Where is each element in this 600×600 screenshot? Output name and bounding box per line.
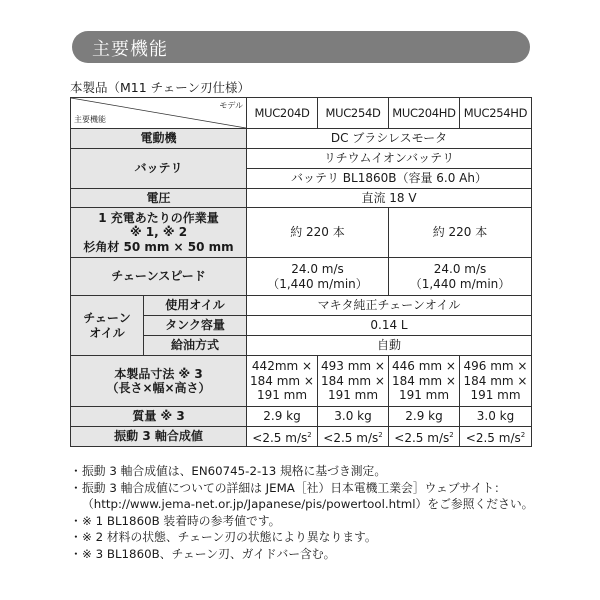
- table-row: [71, 208, 532, 258]
- work-label-line: 1 充電あたりの作業量: [98, 210, 219, 225]
- header-corner-cell: [71, 98, 247, 129]
- work-value: 約 220 本: [389, 208, 532, 258]
- oil-feed-label: 給油方式: [144, 336, 247, 356]
- dimension-length: 496 mm ×: [463, 359, 528, 374]
- corner-model-label: モデル: [219, 101, 243, 110]
- table-row: [71, 258, 532, 296]
- chain-oil-line: オイル: [89, 325, 125, 340]
- dimensions-label-line: （長さ×幅×高さ）: [106, 381, 211, 395]
- dimensions-value: [247, 356, 318, 407]
- vibration-base: <2.5 m/s: [465, 430, 521, 445]
- note-bullet: ・: [70, 546, 82, 561]
- vibration-base: <2.5 m/s: [323, 430, 379, 445]
- dimension-width: 184 mm ×: [321, 373, 385, 388]
- note-bullet: ・: [70, 513, 82, 528]
- vibration-base: <2.5 m/s: [394, 430, 450, 445]
- work-label-line: 杉角材 50 mm × 50 mm: [83, 239, 234, 254]
- note-text: ※ 3 BL1860B、チェーン刃、ガイドバー含む。: [82, 546, 336, 561]
- dimensions-value: [460, 356, 532, 407]
- corner-function-label: 主要機能: [74, 114, 106, 124]
- work-label-line: ※ 1, ※ 2: [129, 225, 188, 240]
- note-text: ※ 2 材料の状態、チェーン刃の状態により異なります。: [82, 530, 377, 544]
- dimension-length: 493 mm ×: [321, 359, 385, 374]
- spec-table: [70, 97, 532, 447]
- motor-value: DC ブラシレスモータ: [247, 129, 532, 149]
- notes-list: [70, 463, 540, 562]
- table-header-row: [71, 98, 532, 129]
- voltage-value: 直流 18 V: [247, 189, 532, 208]
- mass-value: 3.0 kg: [460, 407, 532, 427]
- note-item: [70, 480, 540, 513]
- chain-speed-label: チェーンスピード: [71, 258, 247, 296]
- note-item: [70, 513, 540, 530]
- chain-speed-value: [389, 258, 532, 296]
- note-text: 振動 3 軸合成値は、EN60745-2-13 規格に基づき測定。: [82, 464, 387, 478]
- model-header: MUC254D: [318, 98, 389, 129]
- motor-label: 電動機: [71, 129, 247, 149]
- dimension-width: 184 mm ×: [250, 373, 314, 388]
- battery-value-model: バッテリ BL1860B（容量 6.0 Ah）: [247, 169, 532, 189]
- dimension-width: 184 mm ×: [392, 373, 456, 388]
- voltage-label: 電圧: [71, 189, 247, 208]
- chain-speed-mmin: （1,440 m/min）: [409, 276, 511, 291]
- dimension-length: 446 mm ×: [392, 359, 456, 374]
- vibration-base: <2.5 m/s: [252, 430, 308, 445]
- vibration-value: [460, 427, 532, 447]
- dimensions-label-line: 本製品寸法 ※ 3: [114, 366, 203, 381]
- dimensions-value: [389, 356, 460, 407]
- vibration-exponent: 2: [307, 430, 312, 439]
- table-row: [71, 296, 532, 316]
- note-item: [70, 529, 540, 546]
- model-header: MUC254HD: [460, 98, 532, 129]
- chain-speed-ms: 24.0 m/s: [433, 262, 487, 276]
- tank-capacity-label: タンク容量: [144, 316, 247, 336]
- dimensions-label: [71, 356, 247, 407]
- note-bullet: ・: [70, 480, 82, 495]
- vibration-value: [247, 427, 318, 447]
- tank-capacity-value: 0.14 L: [247, 316, 532, 336]
- dimension-height: 191 mm: [327, 388, 379, 403]
- chain-oil-line: チェーン: [83, 311, 131, 325]
- mass-value: 2.9 kg: [389, 407, 460, 427]
- mass-value: 2.9 kg: [247, 407, 318, 427]
- vibration-value: [318, 427, 389, 447]
- dimension-height: 191 mm: [470, 388, 521, 403]
- table-row: [71, 129, 532, 149]
- chain-oil-group-label: [71, 296, 144, 356]
- dimension-width: 184 mm ×: [463, 373, 528, 388]
- product-subtitle: 本製品（M11 チェーン刃仕様）: [70, 80, 251, 95]
- dimension-length: 442mm ×: [251, 359, 313, 374]
- work-label: [71, 208, 247, 258]
- dimension-height: 191 mm: [398, 388, 450, 403]
- vibration-exponent: 2: [449, 430, 454, 439]
- oil-type-label: 使用オイル: [144, 296, 247, 316]
- note-bullet: ・: [70, 464, 82, 478]
- table-row: [71, 189, 532, 208]
- model-header: MUC204HD: [389, 98, 460, 129]
- note-text: 振動 3 軸合成値についての詳細は JEMA［社）日本電機工業会］ウェブサイト：（http://www.jema-net.or.jp/Japanese/pis/powertool.html）をご参照ください。: [82, 480, 534, 511]
- section-banner: [72, 31, 530, 63]
- section-title: 主要機能: [92, 39, 168, 60]
- note-text: ※ 1 BL1860B 装着時の参考値です。: [82, 513, 281, 528]
- model-header: MUC204D: [247, 98, 318, 129]
- vibration-value: [389, 427, 460, 447]
- note-item: [70, 546, 540, 563]
- oil-type-value: マキタ純正チェーンオイル: [247, 296, 532, 316]
- oil-feed-value: 自動: [247, 336, 532, 356]
- battery-value-type: リチウムイオンバッテリ: [247, 149, 532, 169]
- chain-speed-mmin: （1,440 m/min）: [267, 276, 368, 291]
- note-item: [70, 463, 540, 480]
- chain-speed-ms: 24.0 m/s: [291, 262, 344, 276]
- mass-label: 質量 ※ 3: [71, 407, 247, 427]
- table-row: [71, 356, 532, 407]
- work-value: 約 220 本: [247, 208, 389, 258]
- vibration-label: 振動 3 軸合成値: [71, 427, 247, 447]
- dimension-height: 191 mm: [256, 388, 308, 403]
- table-row: [71, 149, 532, 169]
- dimensions-value: [318, 356, 389, 407]
- chain-speed-value: [247, 258, 389, 296]
- mass-value: 3.0 kg: [318, 407, 389, 427]
- table-row: [71, 407, 532, 427]
- vibration-exponent: 2: [520, 430, 526, 439]
- table-row: [71, 427, 532, 447]
- vibration-exponent: 2: [378, 430, 383, 439]
- note-bullet: ・: [70, 530, 82, 544]
- battery-label: バッテリ: [71, 149, 247, 189]
